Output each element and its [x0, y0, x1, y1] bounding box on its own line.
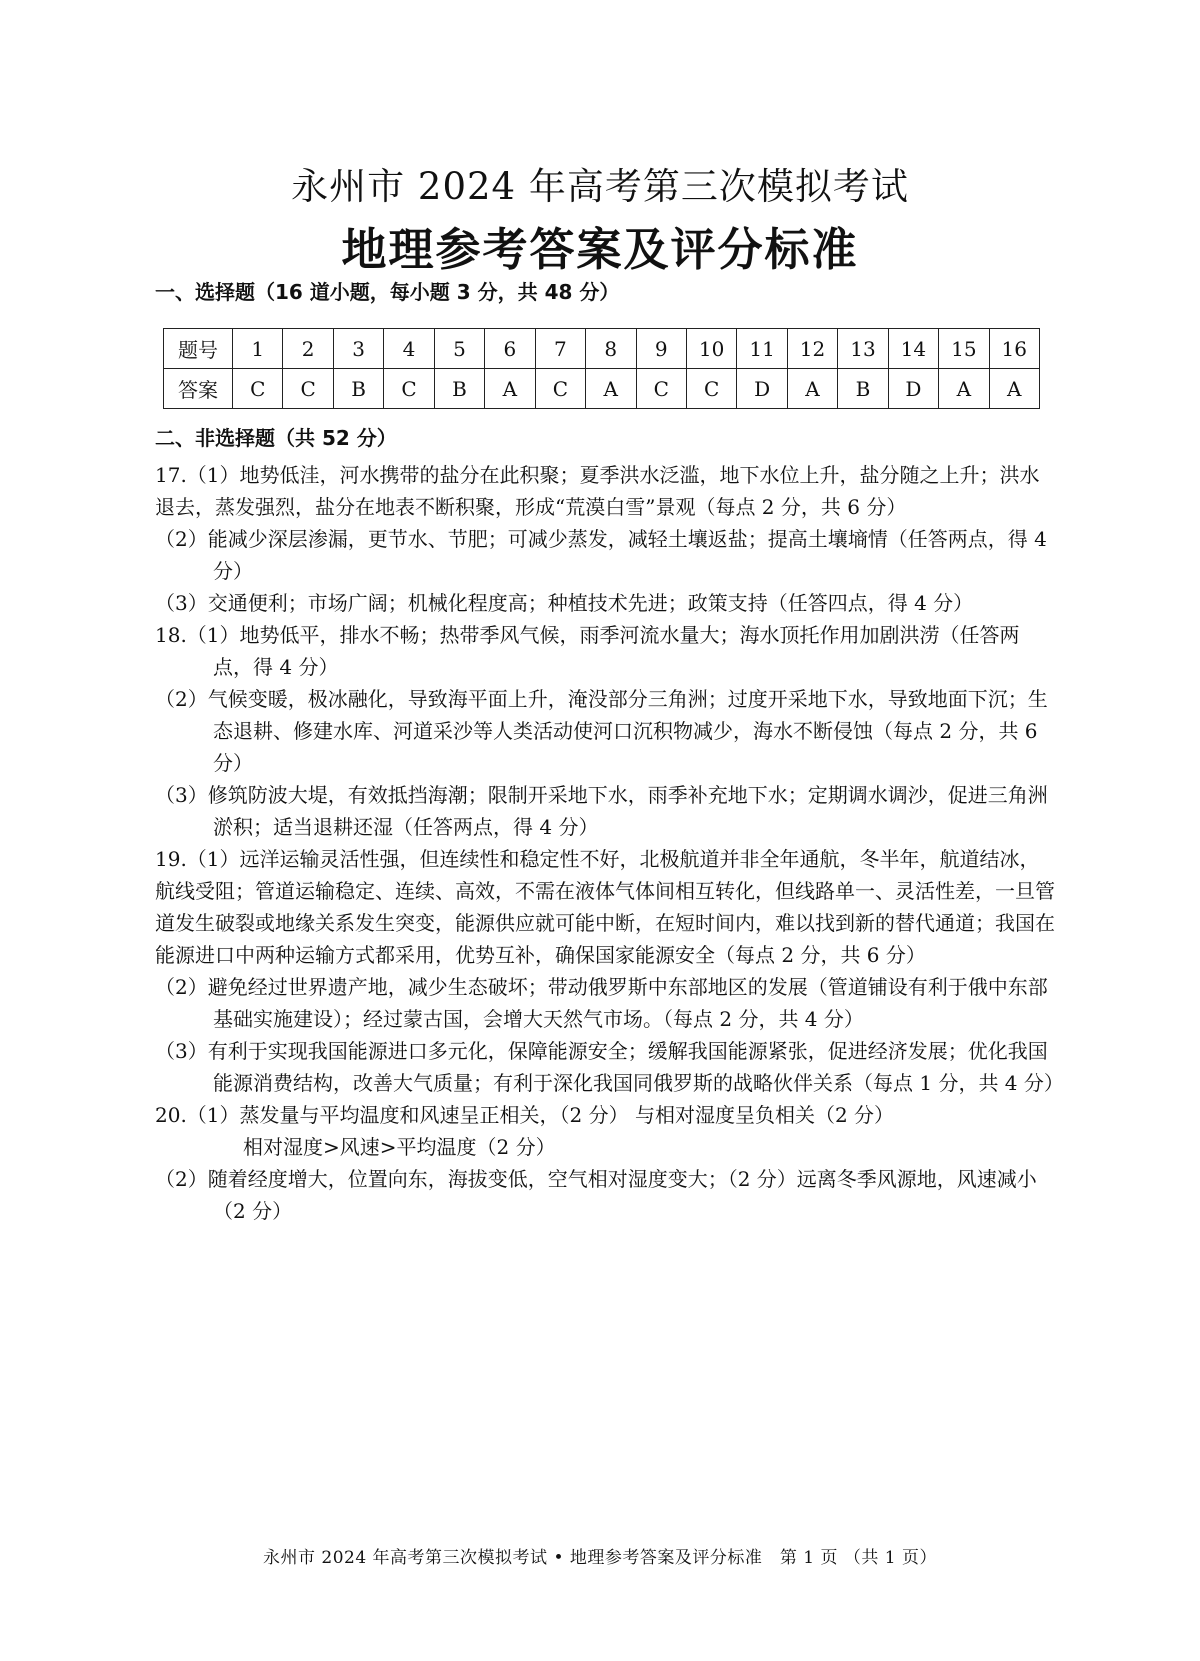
- exam-title: 永州市 2024 年高考第三次模拟考试: [291, 165, 909, 208]
- question-number-cell: 15: [939, 329, 989, 369]
- q17-part2: （2）能减少深层渗漏，更节水、节肥；可减少蒸发，减轻土壤返盐；提高土壤墒情（任答两点，得 4 分）: [155, 527, 1047, 583]
- q20-part1: 20.（1）蒸发量与平均温度和风速呈正相关，（2 分） 与相对湿度呈负相关（2 分）: [155, 1103, 895, 1127]
- answer-cell: A: [787, 369, 837, 409]
- question-number-cell: 16: [989, 329, 1039, 369]
- answer-cell: B: [333, 369, 383, 409]
- answer-cell: C: [283, 369, 333, 409]
- q17-part3: （3）交通便利；市场广阔；机械化程度高；种植技术先进；政策支持（任答四点，得 4 分）: [155, 591, 974, 615]
- question-number-cell: 7: [535, 329, 585, 369]
- section2-heading: 二、非选择题（共 52 分）: [155, 426, 397, 450]
- q20-part2: （2）随着经度增大，位置向东，海拔变低，空气相对湿度变大；（2 分）远离冬季风源地，风速减小（2 分）: [155, 1167, 1037, 1223]
- question-number-cell: 3: [333, 329, 383, 369]
- answer-cell: C: [384, 369, 434, 409]
- question-number-cell: 10: [686, 329, 736, 369]
- answer-cell: B: [838, 369, 888, 409]
- row-label-number: 题号: [164, 329, 233, 369]
- q19-part3: （3）有利于实现我国能源进口多元化，保障能源安全；缓解我国能源紧张，促进经济发展；优化我国能源消费结构，改善大气质量；有利于深化我国同俄罗斯的战略伙伴关系（每点 1 分，共 4 分）: [155, 1039, 1064, 1095]
- answer-cell: C: [686, 369, 736, 409]
- answer-cell: D: [737, 369, 787, 409]
- answer-cell: A: [586, 369, 636, 409]
- question-number-cell: 14: [888, 329, 938, 369]
- answer-table: [163, 328, 1040, 409]
- q19-part2: （2）避免经过世界遗产地，减少生态破坏；带动俄罗斯中东部地区的发展（管道铺设有利于俄中东部基础实施建设）；经过蒙古国，会增大天然气市场。（每点 2 分，共 4 分）: [155, 975, 1048, 1031]
- answer-body: [155, 459, 1064, 1227]
- question-number-cell: 1: [233, 329, 283, 369]
- section1-heading: 一、选择题（16 道小题，每小题 3 分，共 48 分）: [155, 280, 620, 304]
- answer-cell: C: [636, 369, 686, 409]
- question-number-cell: 12: [787, 329, 837, 369]
- q18-part3: （3）修筑防波大堤，有效抵挡海潮；限制开采地下水，雨季补充地下水；定期调水调沙，促进三角洲淤积；适当退耕还湿（任答两点，得 4 分）: [155, 783, 1048, 839]
- row-label-answer: 答案: [164, 369, 233, 409]
- q19-part1: 19.（1）远洋运输灵活性强，但连续性和稳定性不好，北极航道并非全年通航，冬半年，航道结冰，航线受阻；管道运输稳定、连续、高效，不需在液体气体间相互转化，但线路单一、灵活性差，一旦管道发生破裂或地缘关系发生突变，能源供应就可能中断，在短时间内，难以找到新的替代通道；我国在能源进口中两种运输方式都采用，优势互补，确保国家能源安全（每点 2 分，共 6 分）: [155, 847, 1055, 967]
- question-number-cell: 5: [434, 329, 484, 369]
- question-number-cell: 13: [838, 329, 888, 369]
- question-number-row: [164, 329, 1040, 369]
- page-footer: 永州市 2024 年高考第三次模拟考试 • 地理参考答案及评分标准 第 1 页 （共 1 页）: [262, 1548, 938, 1568]
- document-title: 地理参考答案及评分标准: [341, 223, 859, 276]
- answer-cell: D: [888, 369, 938, 409]
- answer-cell: A: [939, 369, 989, 409]
- question-number-cell: 9: [636, 329, 686, 369]
- answer-row: [164, 369, 1040, 409]
- question-number-cell: 11: [737, 329, 787, 369]
- q18-part1: 18.（1）地势低平，排水不畅；热带季风气候，雨季河流水量大；海水顶托作用加剧洪涝（任答两点，得 4 分）: [155, 623, 1020, 679]
- q17-part1: 17.（1）地势低洼，河水携带的盐分在此积聚；夏季洪水泛滥，地下水位上升，盐分随之上升；洪水退去，蒸发强烈，盐分在地表不断积聚，形成“荒漠白雪”景观（每点 2 分，共 6 分）: [155, 463, 1040, 519]
- answer-cell: A: [989, 369, 1039, 409]
- question-number-cell: 2: [283, 329, 333, 369]
- answer-cell: C: [535, 369, 585, 409]
- answer-cell: A: [485, 369, 535, 409]
- answer-cell: B: [434, 369, 484, 409]
- question-number-cell: 8: [586, 329, 636, 369]
- q20-part1-ranking: 相对湿度>风速>平均温度（2 分）: [243, 1135, 556, 1159]
- question-number-cell: 4: [384, 329, 434, 369]
- answer-cell: C: [233, 369, 283, 409]
- q18-part2: （2）气候变暖，极冰融化，导致海平面上升，淹没部分三角洲；过度开采地下水，导致地面下沉；生态退耕、修建水库、河道采沙等人类活动使河口沉积物减少，海水不断侵蚀（每点 2 分，共 6 分）: [155, 687, 1048, 775]
- question-number-cell: 6: [485, 329, 535, 369]
